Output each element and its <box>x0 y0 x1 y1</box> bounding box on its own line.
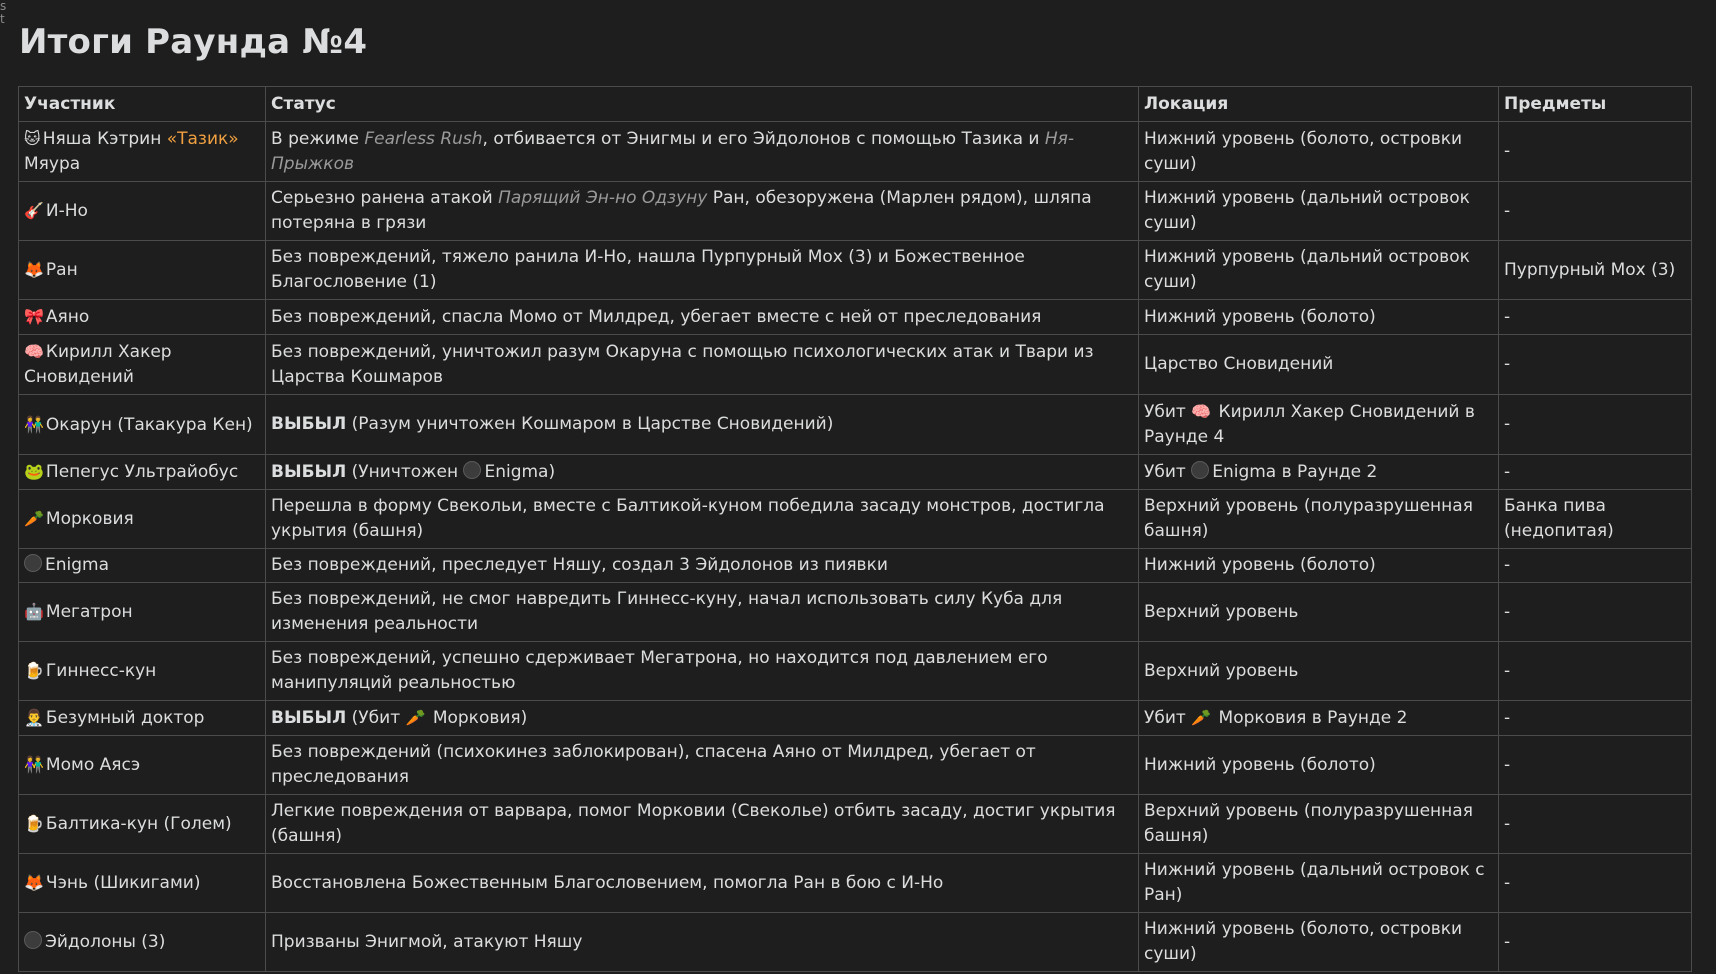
participant-name: Аяно <box>45 307 90 327</box>
participant-name: Няша Кэтрин <box>42 129 167 149</box>
participant-cell <box>19 701 266 736</box>
location-text: Убит <box>1144 461 1192 482</box>
status-cell: Легкие повреждения от варвара, помог Морковии (Свеколье) отбить засаду, достиг укрытия (башня) <box>266 795 1139 854</box>
participant-name: Гиннесс-кун <box>45 661 157 681</box>
items-cell: - <box>1499 395 1692 455</box>
table-row <box>19 122 1692 182</box>
items-cell: - <box>1499 795 1692 854</box>
location-cell: Нижний уровень (дальний островок суши) <box>1139 182 1499 241</box>
table-header-row <box>19 87 1692 122</box>
table-row <box>19 241 1692 300</box>
items-cell: - <box>1499 583 1692 642</box>
status-text: Enigma) <box>484 461 556 482</box>
location-cell: Нижний уровень (дальний островок с Ран) <box>1139 854 1499 913</box>
status-cell: Без повреждений (психокинез заблокирован), спасена Аяно от Милдред, убегает от преследования <box>266 736 1139 795</box>
fox-icon: 🦊 <box>24 260 44 279</box>
participant-cell <box>19 795 266 854</box>
participant-cell <box>19 335 266 395</box>
table-row <box>19 736 1692 795</box>
status-cell <box>266 122 1139 182</box>
participant-name: Кирилл Хакер Сновидений <box>24 342 172 387</box>
participant-cell <box>19 583 266 642</box>
location-text: Enigma в Раунде 2 <box>1212 461 1378 482</box>
eliminated-label: ВЫБЫЛ <box>271 708 347 728</box>
table-row <box>19 795 1692 854</box>
participant-name: И-Но <box>45 201 88 221</box>
robot-icon: 🤖 <box>24 602 44 621</box>
couple-icon: 👫 <box>24 414 44 434</box>
table-row <box>19 455 1692 490</box>
column-header-items: Предметы <box>1499 87 1692 122</box>
location-cell <box>1139 701 1499 736</box>
items-cell: - <box>1499 642 1692 701</box>
participant-cell <box>19 549 266 583</box>
participant-cell <box>19 300 266 335</box>
black-circle-icon <box>24 931 42 949</box>
items-cell: Банка пива (недопитая) <box>1499 490 1692 549</box>
participant-cell <box>19 736 266 795</box>
items-cell: - <box>1499 455 1692 490</box>
black-circle-icon <box>1191 461 1209 479</box>
participant-cell <box>19 182 266 241</box>
location-cell <box>1139 395 1499 455</box>
location-cell: Нижний уровень (болото) <box>1139 300 1499 335</box>
participant-name: Безумный доктор <box>45 708 205 728</box>
participant-name: Момо Аясэ <box>45 755 141 775</box>
column-header-status: Статус <box>266 87 1139 122</box>
location-text: Убит <box>1144 708 1192 728</box>
frog-icon: 🐸 <box>24 462 44 481</box>
table-row <box>19 335 1692 395</box>
table-row <box>19 583 1692 642</box>
location-text: Убит <box>1144 402 1192 422</box>
status-text: (Убит <box>346 708 406 728</box>
location-cell: Нижний уровень (болото) <box>1139 549 1499 583</box>
table-row <box>19 913 1692 972</box>
status-text: (Разум уничтожен Кошмаром в Царстве Сновидений) <box>346 414 834 434</box>
corner-mark: t <box>0 12 5 26</box>
location-cell: Нижний уровень (болото) <box>1139 736 1499 795</box>
status-text: В режиме <box>271 128 365 149</box>
table-row <box>19 854 1692 913</box>
fox-icon: 🦊 <box>24 873 44 892</box>
items-cell: - <box>1499 913 1692 972</box>
brain-icon: 🧠 <box>1191 402 1212 421</box>
items-cell: - <box>1499 549 1692 583</box>
participant-cell <box>19 241 266 300</box>
location-cell: Верхний уровень (полуразрушенная башня) <box>1139 490 1499 549</box>
beer-icon: 🍺 <box>24 661 44 680</box>
results-table <box>18 86 1692 972</box>
status-ability: Fearless Rush <box>364 128 483 149</box>
participant-name: Пепегус Ультрайобус <box>45 462 239 482</box>
items-cell: - <box>1499 300 1692 335</box>
location-cell: Царство Сновидений <box>1139 335 1499 395</box>
table-row <box>19 549 1692 583</box>
page-title: Итоги Раунда №4 <box>19 22 368 62</box>
status-cell: Без повреждений, успешно сдерживает Мегатрона, но находится под давлением его манипуляций реальностью <box>266 642 1139 701</box>
participant-name: Enigma <box>45 555 110 575</box>
participant-name-suffix: Мяура <box>24 154 81 174</box>
participant-name: Эйдолоны (3) <box>45 931 166 952</box>
location-cell: Нижний уровень (болото, островки суши) <box>1139 122 1499 182</box>
participant-cell <box>19 395 266 455</box>
items-cell: - <box>1499 854 1692 913</box>
participant-name: Ран <box>45 260 78 280</box>
items-cell: - <box>1499 122 1692 182</box>
participant-cell <box>19 854 266 913</box>
status-cell: Без повреждений, преследует Няшу, создал 3 Эйдолонов из пиявки <box>266 549 1139 583</box>
participant-nickname: «Тазик» <box>166 129 239 149</box>
status-cell <box>266 455 1139 490</box>
location-cell: Верхний уровень <box>1139 642 1499 701</box>
participant-name: Чэнь (Шикигами) <box>45 873 201 893</box>
couple-icon: 👫 <box>24 755 44 774</box>
status-ability: Парящий Эн-но Одзуну <box>498 188 708 208</box>
items-cell: - <box>1499 182 1692 241</box>
status-text: Морковия) <box>427 708 528 728</box>
status-cell: Восстановлена Божественным Благословением, помогла Ран в бою с И-Но <box>266 854 1139 913</box>
location-cell: Нижний уровень (болото, островки суши) <box>1139 913 1499 972</box>
status-ability: Ня-Прыжков <box>271 128 1075 174</box>
participant-cell <box>19 490 266 549</box>
brain-icon: 🧠 <box>24 342 44 361</box>
participant-name: Окарун (Такакура Кен) <box>45 414 253 435</box>
carrot-icon: 🥕 <box>1191 708 1212 727</box>
location-cell <box>1139 455 1499 490</box>
table-row <box>19 642 1692 701</box>
participant-cell <box>19 913 266 972</box>
carrot-icon: 🥕 <box>24 509 44 528</box>
black-circle-icon <box>24 554 42 572</box>
table-row <box>19 182 1692 241</box>
eliminated-label: ВЫБЫЛ <box>271 414 347 434</box>
items-cell: - <box>1499 701 1692 736</box>
status-cell: Без повреждений, тяжело ранила И-Но, нашла Пурпурный Мох (3) и Божественное Благословение (1) <box>266 241 1139 300</box>
items-cell: - <box>1499 736 1692 795</box>
participant-cell <box>19 122 266 182</box>
status-cell: Призваны Энигмой, атакуют Няшу <box>266 913 1139 972</box>
black-circle-icon <box>463 461 481 479</box>
status-cell: Без повреждений, уничтожил разум Окаруна с помощью психологических атак и Твари из Царства Кошмаров <box>266 335 1139 395</box>
doctor-icon: 👨‍⚕️ <box>24 708 44 727</box>
location-cell: Верхний уровень <box>1139 583 1499 642</box>
guitar-icon: 🎸 <box>24 201 44 220</box>
participant-cell <box>19 642 266 701</box>
participant-name: Морковия <box>45 509 134 529</box>
location-text: Кирилл Хакер Сновидений в Раунде 4 <box>1144 402 1475 447</box>
participant-name: Мегатрон <box>45 602 133 622</box>
participant-name: Балтика-кун (Голем) <box>45 814 232 834</box>
items-cell: - <box>1499 335 1692 395</box>
corner-marks <box>0 0 6 26</box>
status-cell <box>266 182 1139 241</box>
corner-mark: s <box>0 0 7 13</box>
beer-icon: 🍺 <box>24 814 44 833</box>
location-cell: Верхний уровень (полуразрушенная башня) <box>1139 795 1499 854</box>
status-cell <box>266 701 1139 736</box>
items-cell: Пурпурный Мох (3) <box>1499 241 1692 300</box>
table-row <box>19 701 1692 736</box>
status-text: (Уничтожен <box>346 461 464 482</box>
table-row <box>19 300 1692 335</box>
status-cell <box>266 395 1139 455</box>
carrot-icon: 🥕 <box>405 708 426 727</box>
cat-icon: 🐱 <box>24 129 41 148</box>
participant-cell <box>19 455 266 490</box>
table-row <box>19 395 1692 455</box>
column-header-location: Локация <box>1139 87 1499 122</box>
status-text: Ран, обезоружена (Марлен рядом), шляпа потеряна в грязи <box>271 188 1092 233</box>
table-row <box>19 490 1692 549</box>
status-text: Серьезно ранена атакой <box>271 188 499 208</box>
status-cell: Без повреждений, спасла Момо от Милдред, убегает вместе с ней от преследования <box>266 300 1139 335</box>
status-text: , отбивается от Энигмы и его Эйдолонов с помощью Тазика и <box>482 128 1045 149</box>
status-cell: Перешла в форму Свекольи, вместе с Балтикой-куном победила засаду монстров, достигла укрытия (башня) <box>266 490 1139 549</box>
ribbon-icon: 🎀 <box>24 307 44 326</box>
location-text: Морковия в Раунде 2 <box>1213 708 1408 728</box>
column-header-participant: Участник <box>19 87 266 122</box>
eliminated-label: ВЫБЫЛ <box>271 461 347 482</box>
status-cell: Без повреждений, не смог навредить Гиннесс-куну, начал использовать силу Куба для изменения реальности <box>266 583 1139 642</box>
location-cell: Нижний уровень (дальний островок суши) <box>1139 241 1499 300</box>
